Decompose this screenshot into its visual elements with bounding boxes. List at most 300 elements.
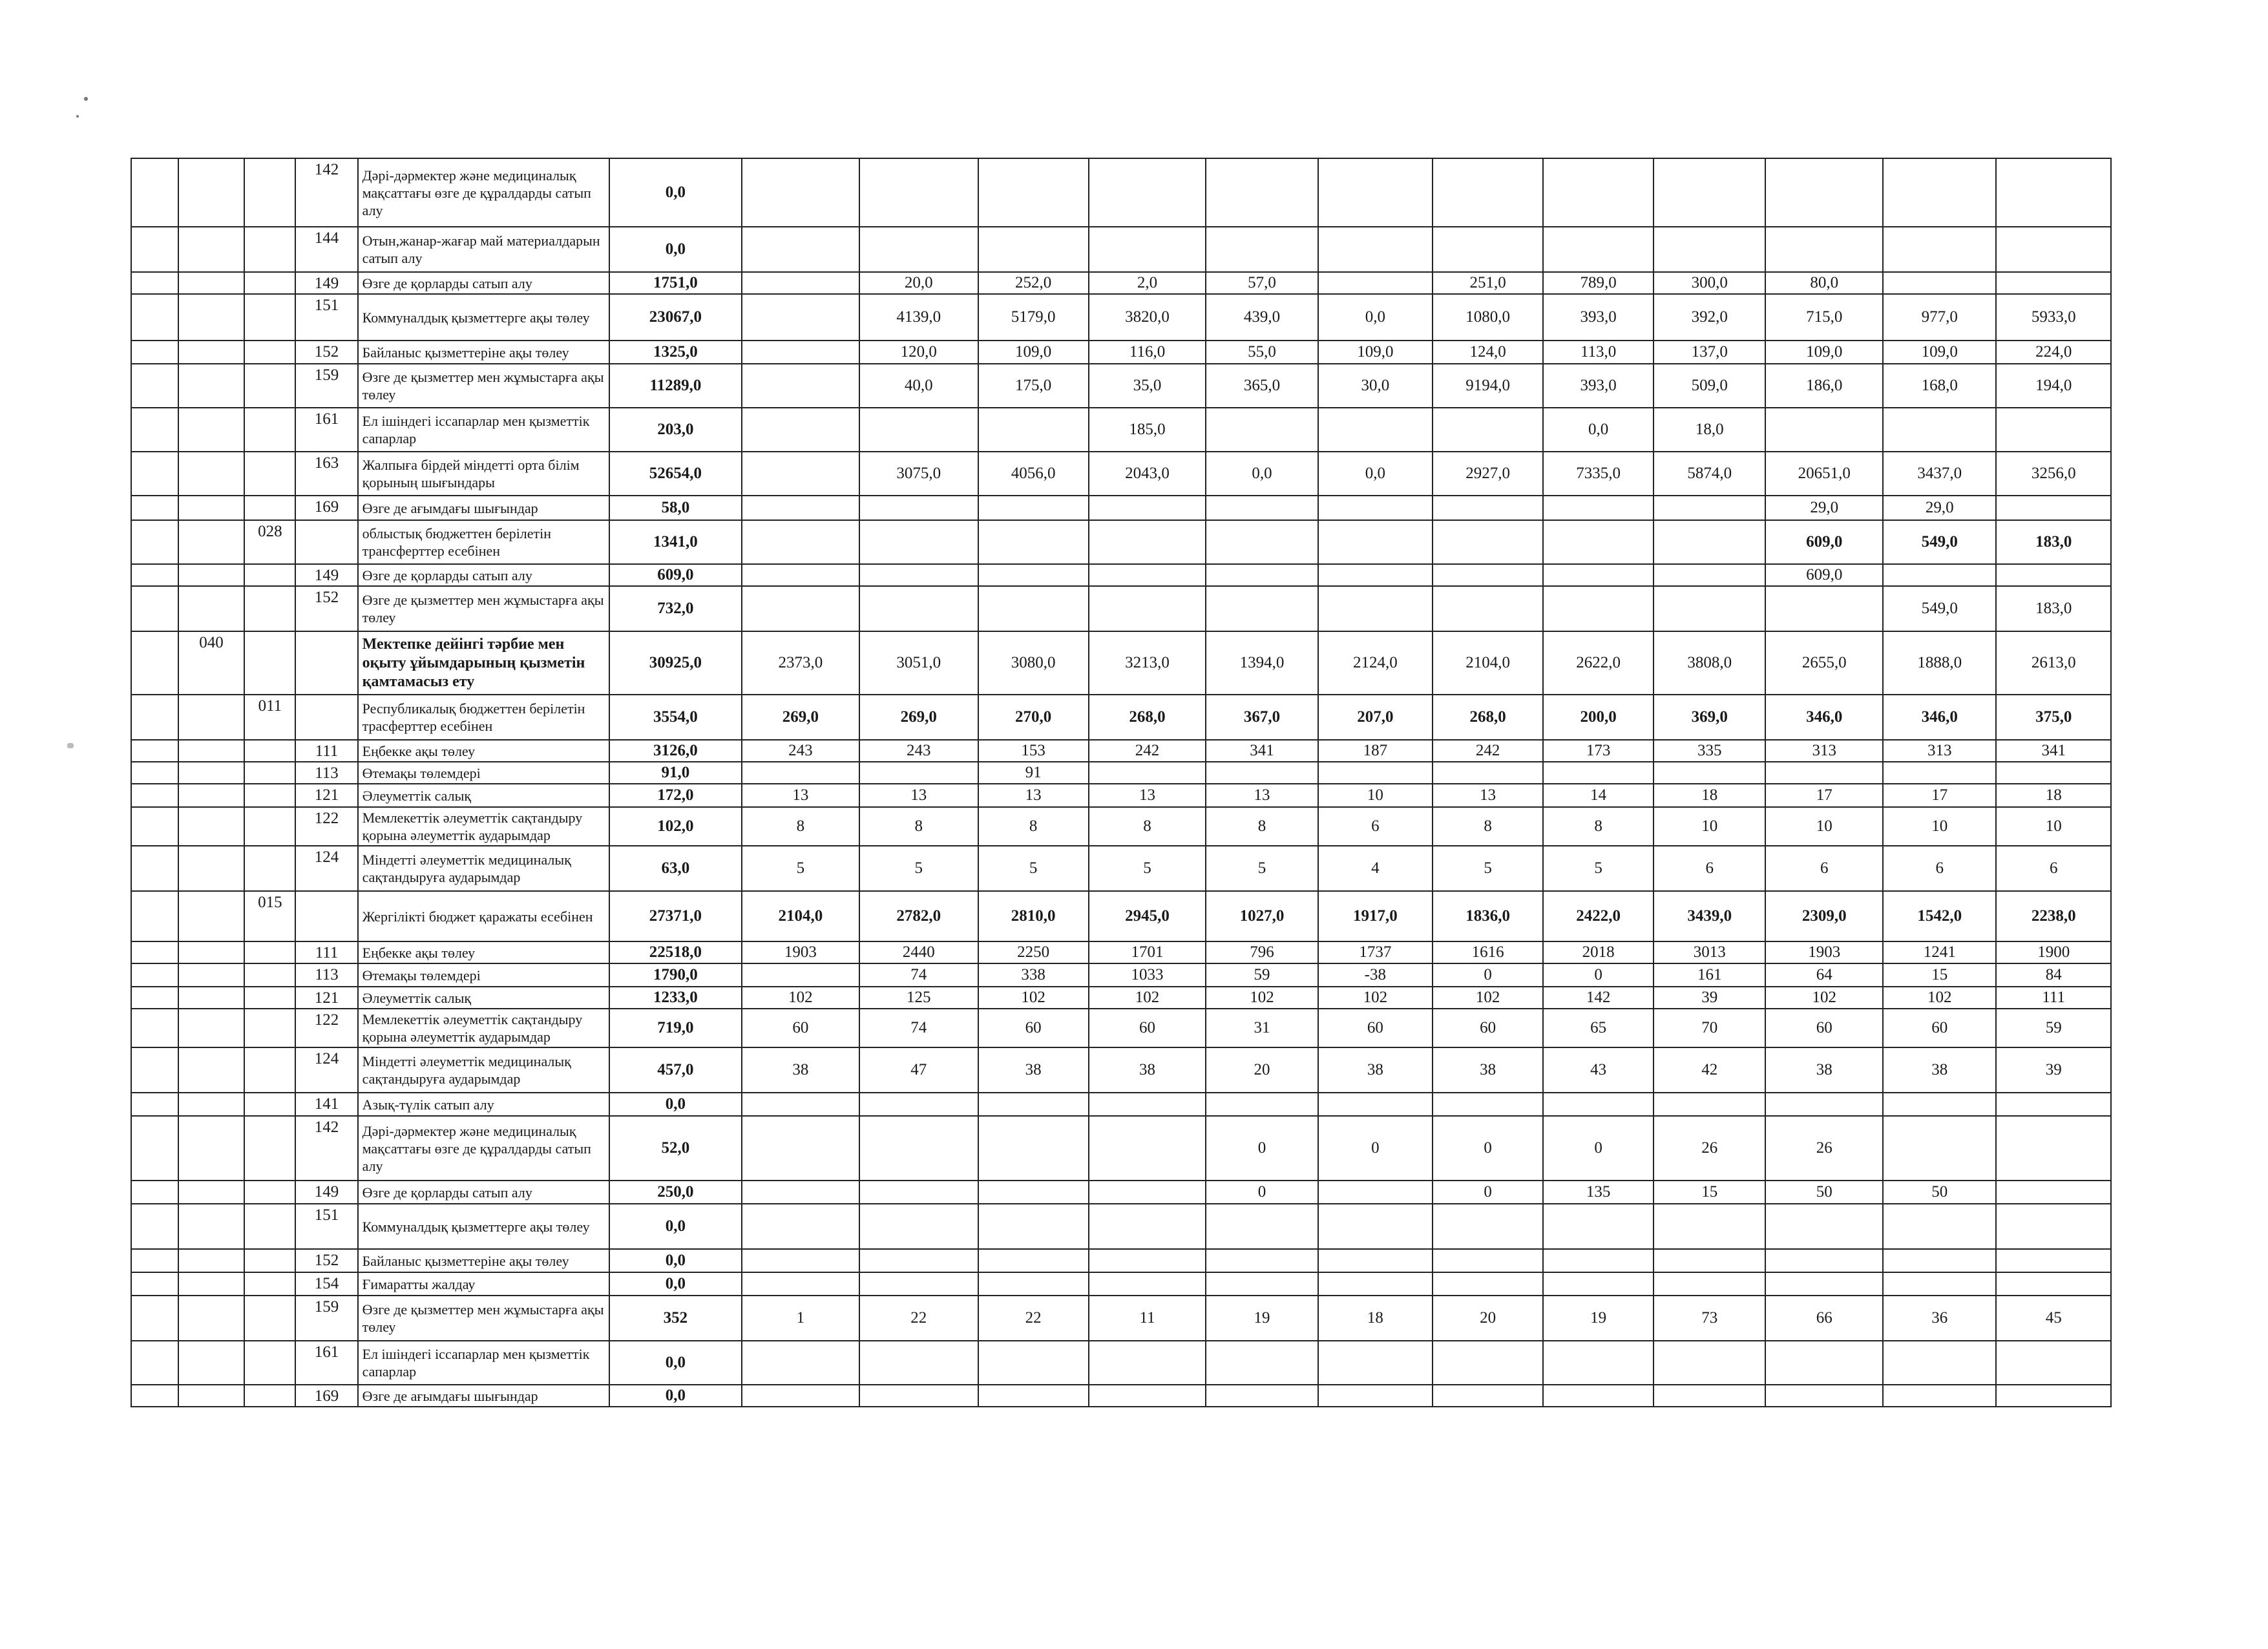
value-cell — [859, 1116, 978, 1181]
code-subprogram-cell: 011 — [244, 695, 295, 740]
code-specifics-cell: 144 — [295, 227, 357, 272]
value-cell: 109,0 — [1765, 341, 1883, 364]
value-cell: 5933,0 — [1996, 294, 2111, 341]
value-cell — [742, 1093, 859, 1116]
value-cell: 1900 — [1996, 941, 2111, 963]
value-cell — [978, 227, 1089, 272]
value-cell: 36 — [1883, 1296, 1996, 1341]
value-cell — [742, 1341, 859, 1385]
value-cell: 20 — [1433, 1296, 1543, 1341]
value-cell: 1616 — [1433, 941, 1543, 963]
value-cell: 60 — [978, 1009, 1089, 1047]
total-cell: 102,0 — [609, 807, 742, 846]
item-name-cell: Дәрі-дәрмектер және медициналық мақсаттағы өзге де құралдарды сатып алу — [358, 158, 609, 227]
code-group-cell — [131, 891, 178, 941]
code-group-cell — [131, 586, 178, 631]
value-cell — [1883, 1116, 1996, 1181]
value-cell — [859, 227, 978, 272]
value-cell: 102 — [742, 987, 859, 1009]
value-cell: 1542,0 — [1883, 891, 1996, 941]
value-cell: 38 — [1433, 1047, 1543, 1093]
code-subprogram-cell — [244, 158, 295, 227]
code-subprogram-cell — [244, 1093, 295, 1116]
value-cell — [1996, 1341, 2111, 1385]
code-specifics-cell: 122 — [295, 807, 357, 846]
value-cell — [1654, 1093, 1765, 1116]
code-group-cell — [131, 740, 178, 762]
value-cell: 1241 — [1883, 941, 1996, 963]
value-cell — [1765, 1093, 1883, 1116]
value-cell: 549,0 — [1883, 586, 1996, 631]
value-cell — [1318, 272, 1433, 294]
value-cell: 3808,0 — [1654, 631, 1765, 695]
value-cell: 13 — [1206, 784, 1318, 807]
value-cell — [1206, 520, 1318, 564]
value-cell — [1654, 762, 1765, 784]
value-cell — [742, 762, 859, 784]
value-cell: 109,0 — [1318, 341, 1433, 364]
value-cell: 609,0 — [1765, 520, 1883, 564]
value-cell: 6 — [1318, 807, 1433, 846]
code-subprogram-cell — [244, 784, 295, 807]
code-specifics-cell: 159 — [295, 364, 357, 408]
item-name-cell: Еңбекке ақы төлеу — [358, 941, 609, 963]
value-cell: 252,0 — [978, 272, 1089, 294]
value-cell: 2018 — [1543, 941, 1654, 963]
value-cell: 175,0 — [978, 364, 1089, 408]
total-cell: 0,0 — [609, 227, 742, 272]
value-cell: 609,0 — [1765, 564, 1883, 586]
value-cell: 17 — [1883, 784, 1996, 807]
value-cell: 1701 — [1089, 941, 1206, 963]
value-cell — [1765, 1204, 1883, 1249]
value-cell — [1996, 564, 2111, 586]
value-cell: 8 — [978, 807, 1089, 846]
code-program-cell — [178, 784, 245, 807]
value-cell — [1089, 1249, 1206, 1272]
total-cell: 1790,0 — [609, 963, 742, 987]
code-subprogram-cell: 015 — [244, 891, 295, 941]
value-cell: 66 — [1765, 1296, 1883, 1341]
value-cell: 269,0 — [859, 695, 978, 740]
value-cell: 59 — [1996, 1009, 2111, 1047]
value-cell — [1318, 1093, 1433, 1116]
value-cell — [1996, 1181, 2111, 1204]
value-cell: 10 — [1996, 807, 2111, 846]
value-cell: 335 — [1654, 740, 1765, 762]
value-cell: 268,0 — [1089, 695, 1206, 740]
value-cell: 2613,0 — [1996, 631, 2111, 695]
value-cell: 224,0 — [1996, 341, 2111, 364]
value-cell — [1433, 1341, 1543, 1385]
value-cell: 2104,0 — [742, 891, 859, 941]
code-subprogram-cell — [244, 1249, 295, 1272]
value-cell — [1996, 1272, 2111, 1296]
value-cell: 243 — [742, 740, 859, 762]
value-cell — [742, 586, 859, 631]
item-name-cell: Өзге де ағымдағы шығындар — [358, 496, 609, 520]
code-program-cell — [178, 1341, 245, 1385]
value-cell — [859, 1249, 978, 1272]
code-program-cell — [178, 227, 245, 272]
code-group-cell — [131, 695, 178, 740]
value-cell: 15 — [1654, 1181, 1765, 1204]
value-cell: 102 — [978, 987, 1089, 1009]
total-cell: 52654,0 — [609, 452, 742, 496]
table-row — [131, 1272, 2111, 1296]
value-cell: 10 — [1883, 807, 1996, 846]
total-cell: 0,0 — [609, 1385, 742, 1407]
value-cell: 39 — [1654, 987, 1765, 1009]
value-cell — [1089, 564, 1206, 586]
value-cell — [1206, 408, 1318, 452]
code-specifics-cell: 151 — [295, 294, 357, 341]
value-cell — [1206, 586, 1318, 631]
value-cell — [859, 1341, 978, 1385]
code-group-cell — [131, 158, 178, 227]
value-cell: 64 — [1765, 963, 1883, 987]
value-cell — [1765, 1385, 1883, 1407]
value-cell: 5179,0 — [978, 294, 1089, 341]
code-specifics-cell: 142 — [295, 158, 357, 227]
value-cell: 1836,0 — [1433, 891, 1543, 941]
value-cell: 365,0 — [1206, 364, 1318, 408]
value-cell: 268,0 — [1433, 695, 1543, 740]
value-cell — [1433, 1249, 1543, 1272]
value-cell — [1996, 1204, 2111, 1249]
value-cell: 4056,0 — [978, 452, 1089, 496]
table-row — [131, 452, 2111, 496]
value-cell: -38 — [1318, 963, 1433, 987]
value-cell: 13 — [1433, 784, 1543, 807]
value-cell: 270,0 — [978, 695, 1089, 740]
value-cell: 2250 — [978, 941, 1089, 963]
code-subprogram-cell — [244, 496, 295, 520]
value-cell — [1089, 496, 1206, 520]
code-group-cell — [131, 1296, 178, 1341]
item-name-cell: Өзге де қорларды сатып алу — [358, 272, 609, 294]
table-row — [131, 784, 2111, 807]
total-cell: 27371,0 — [609, 891, 742, 941]
value-cell: 1 — [742, 1296, 859, 1341]
code-subprogram-cell — [244, 227, 295, 272]
item-name-cell: Өзге де ағымдағы шығындар — [358, 1385, 609, 1407]
value-cell — [1089, 1093, 1206, 1116]
code-specifics-cell: 149 — [295, 272, 357, 294]
value-cell: 5874,0 — [1654, 452, 1765, 496]
value-cell — [742, 452, 859, 496]
value-cell — [1883, 227, 1996, 272]
item-name-cell: Өзге де қорларды сатып алу — [358, 1181, 609, 1204]
table-row — [131, 1385, 2111, 1407]
value-cell: 2043,0 — [1089, 452, 1206, 496]
code-specifics-cell: 111 — [295, 941, 357, 963]
value-cell — [1996, 272, 2111, 294]
total-cell: 1341,0 — [609, 520, 742, 564]
code-program-cell — [178, 740, 245, 762]
item-name-cell: Мектепке дейінгі тәрбие мен оқыту ұйымдарының қызметін қамтамасыз ету — [358, 631, 609, 695]
value-cell — [1654, 564, 1765, 586]
value-cell: 796 — [1206, 941, 1318, 963]
value-cell: 393,0 — [1543, 294, 1654, 341]
value-cell: 313 — [1883, 740, 1996, 762]
code-program-cell — [178, 1296, 245, 1341]
value-cell: 109,0 — [978, 341, 1089, 364]
value-cell — [742, 364, 859, 408]
table-row — [131, 1093, 2111, 1116]
code-program-cell — [178, 564, 245, 586]
value-cell — [1765, 408, 1883, 452]
value-cell — [1433, 158, 1543, 227]
value-cell — [1765, 158, 1883, 227]
value-cell — [1883, 564, 1996, 586]
value-cell: 38 — [1318, 1047, 1433, 1093]
table-row — [131, 762, 2111, 784]
value-cell: 38 — [1765, 1047, 1883, 1093]
value-cell: 243 — [859, 740, 978, 762]
value-cell — [1543, 762, 1654, 784]
value-cell — [742, 1249, 859, 1272]
value-cell — [1996, 496, 2111, 520]
code-program-cell — [178, 1204, 245, 1249]
item-name-cell: Байланыс қызметтеріне ақы төлеу — [358, 1249, 609, 1272]
value-cell: 549,0 — [1883, 520, 1996, 564]
value-cell — [1765, 1249, 1883, 1272]
value-cell — [859, 1204, 978, 1249]
code-subprogram-cell — [244, 341, 295, 364]
value-cell: 2104,0 — [1433, 631, 1543, 695]
code-subprogram-cell — [244, 1296, 295, 1341]
value-cell — [742, 1181, 859, 1204]
value-cell — [859, 564, 978, 586]
table-row — [131, 963, 2111, 987]
value-cell: 47 — [859, 1047, 978, 1093]
code-specifics-cell: 152 — [295, 341, 357, 364]
value-cell — [1996, 762, 2111, 784]
code-group-cell — [131, 1249, 178, 1272]
code-specifics-cell: 151 — [295, 1204, 357, 1249]
value-cell: 13 — [859, 784, 978, 807]
value-cell — [1433, 227, 1543, 272]
value-cell — [1206, 158, 1318, 227]
table-row — [131, 364, 2111, 408]
value-cell: 50 — [1765, 1181, 1883, 1204]
value-cell — [1206, 1385, 1318, 1407]
table-row — [131, 695, 2111, 740]
value-cell: 50 — [1883, 1181, 1996, 1204]
table-row — [131, 158, 2111, 227]
value-cell — [1089, 762, 1206, 784]
value-cell: 207,0 — [1318, 695, 1433, 740]
total-cell: 0,0 — [609, 1249, 742, 1272]
total-cell: 352 — [609, 1296, 742, 1341]
value-cell: 0 — [1433, 1116, 1543, 1181]
code-program-cell — [178, 158, 245, 227]
code-subprogram-cell — [244, 1385, 295, 1407]
item-name-cell: Республикалық бюджеттен берілетін трасферттер есебінен — [358, 695, 609, 740]
value-cell — [1654, 1385, 1765, 1407]
value-cell: 125 — [859, 987, 978, 1009]
value-cell — [1883, 1341, 1996, 1385]
value-cell — [1543, 496, 1654, 520]
value-cell: 0,0 — [1318, 294, 1433, 341]
value-cell: 186,0 — [1765, 364, 1883, 408]
value-cell: 375,0 — [1996, 695, 2111, 740]
value-cell: 11 — [1089, 1296, 1206, 1341]
value-cell — [859, 408, 978, 452]
value-cell: 18 — [1654, 784, 1765, 807]
value-cell: 369,0 — [1654, 695, 1765, 740]
value-cell: 39 — [1996, 1047, 2111, 1093]
value-cell: 200,0 — [1543, 695, 1654, 740]
value-cell — [978, 1093, 1089, 1116]
value-cell — [1765, 1272, 1883, 1296]
code-subprogram-cell — [244, 1341, 295, 1385]
value-cell — [1089, 1385, 1206, 1407]
value-cell — [978, 158, 1089, 227]
item-name-cell: Әлеуметтік салық — [358, 987, 609, 1009]
value-cell: 59 — [1206, 963, 1318, 987]
table-row — [131, 1181, 2111, 1204]
value-cell — [742, 1116, 859, 1181]
code-group-cell — [131, 963, 178, 987]
value-cell — [1996, 1116, 2111, 1181]
total-cell: 732,0 — [609, 586, 742, 631]
value-cell: 109,0 — [1883, 341, 1996, 364]
value-cell: 15 — [1883, 963, 1996, 987]
table-row — [131, 891, 2111, 941]
value-cell: 187 — [1318, 740, 1433, 762]
value-cell: 313 — [1765, 740, 1883, 762]
value-cell: 1903 — [742, 941, 859, 963]
value-cell — [859, 496, 978, 520]
total-cell: 23067,0 — [609, 294, 742, 341]
value-cell — [1433, 1272, 1543, 1296]
value-cell: 18,0 — [1654, 408, 1765, 452]
value-cell: 20651,0 — [1765, 452, 1883, 496]
code-specifics-cell — [295, 631, 357, 695]
item-name-cell: Өтемақы төлемдері — [358, 762, 609, 784]
total-cell: 1233,0 — [609, 987, 742, 1009]
value-cell — [1765, 1341, 1883, 1385]
value-cell — [978, 520, 1089, 564]
code-subprogram-cell — [244, 1116, 295, 1181]
total-cell: 3126,0 — [609, 740, 742, 762]
value-cell — [742, 963, 859, 987]
value-cell: 17 — [1765, 784, 1883, 807]
code-group-cell — [131, 227, 178, 272]
value-cell: 5 — [859, 846, 978, 891]
value-cell — [1543, 520, 1654, 564]
code-subprogram-cell — [244, 452, 295, 496]
code-group-cell — [131, 452, 178, 496]
item-name-cell: Ел ішіндегі іссапарлар мен қызметтік сапарлар — [358, 408, 609, 452]
code-program-cell — [178, 807, 245, 846]
value-cell: 19 — [1543, 1296, 1654, 1341]
value-cell: 173 — [1543, 740, 1654, 762]
value-cell: 31 — [1206, 1009, 1318, 1047]
value-cell: 60 — [1765, 1009, 1883, 1047]
value-cell — [1654, 158, 1765, 227]
value-cell — [1883, 408, 1996, 452]
table-row — [131, 1204, 2111, 1249]
value-cell — [1765, 762, 1883, 784]
value-cell: 3437,0 — [1883, 452, 1996, 496]
value-cell: 2238,0 — [1996, 891, 2111, 941]
value-cell: 0 — [1543, 963, 1654, 987]
value-cell: 5 — [1089, 846, 1206, 891]
scan-speck — [76, 115, 79, 118]
value-cell: 13 — [742, 784, 859, 807]
value-cell — [859, 1272, 978, 1296]
value-cell: 1394,0 — [1206, 631, 1318, 695]
value-cell: 3256,0 — [1996, 452, 2111, 496]
value-cell: 35,0 — [1089, 364, 1206, 408]
value-cell: 185,0 — [1089, 408, 1206, 452]
value-cell: 102 — [1433, 987, 1543, 1009]
table-row — [131, 520, 2111, 564]
value-cell — [1654, 1249, 1765, 1272]
value-cell — [859, 586, 978, 631]
item-name-cell: Азық-түлік сатып алу — [358, 1093, 609, 1116]
value-cell — [1089, 1341, 1206, 1385]
code-group-cell — [131, 631, 178, 695]
value-cell — [1318, 586, 1433, 631]
value-cell — [1543, 564, 1654, 586]
value-cell: 5 — [742, 846, 859, 891]
value-cell — [1996, 227, 2111, 272]
value-cell: 1027,0 — [1206, 891, 1318, 941]
code-program-cell — [178, 846, 245, 891]
value-cell — [859, 520, 978, 564]
value-cell — [1206, 1249, 1318, 1272]
table-row — [131, 941, 2111, 963]
value-cell: 338 — [978, 963, 1089, 987]
value-cell: 10 — [1765, 807, 1883, 846]
code-subprogram-cell — [244, 272, 295, 294]
value-cell: 60 — [1318, 1009, 1433, 1047]
table-row — [131, 740, 2111, 762]
code-specifics-cell: 163 — [295, 452, 357, 496]
value-cell: 70 — [1654, 1009, 1765, 1047]
code-subprogram-cell — [244, 294, 295, 341]
value-cell — [1433, 564, 1543, 586]
code-subprogram-cell — [244, 846, 295, 891]
code-subprogram-cell — [244, 631, 295, 695]
value-cell: 1080,0 — [1433, 294, 1543, 341]
value-cell: 509,0 — [1654, 364, 1765, 408]
code-program-cell — [178, 1385, 245, 1407]
value-cell — [1654, 520, 1765, 564]
value-cell — [859, 1181, 978, 1204]
table-row — [131, 564, 2111, 586]
code-program-cell — [178, 963, 245, 987]
value-cell — [978, 586, 1089, 631]
value-cell — [1433, 586, 1543, 631]
value-cell: 60 — [742, 1009, 859, 1047]
value-cell: 45 — [1996, 1296, 2111, 1341]
value-cell: 10 — [1654, 807, 1765, 846]
budget-table — [131, 158, 2112, 1407]
value-cell: 20,0 — [859, 272, 978, 294]
value-cell — [742, 294, 859, 341]
item-name-cell: Ел ішіндегі іссапарлар мен қызметтік сапарлар — [358, 1341, 609, 1385]
value-cell: 5 — [1543, 846, 1654, 891]
total-cell: 609,0 — [609, 564, 742, 586]
total-cell: 91,0 — [609, 762, 742, 784]
value-cell: 3013 — [1654, 941, 1765, 963]
value-cell: 2309,0 — [1765, 891, 1883, 941]
